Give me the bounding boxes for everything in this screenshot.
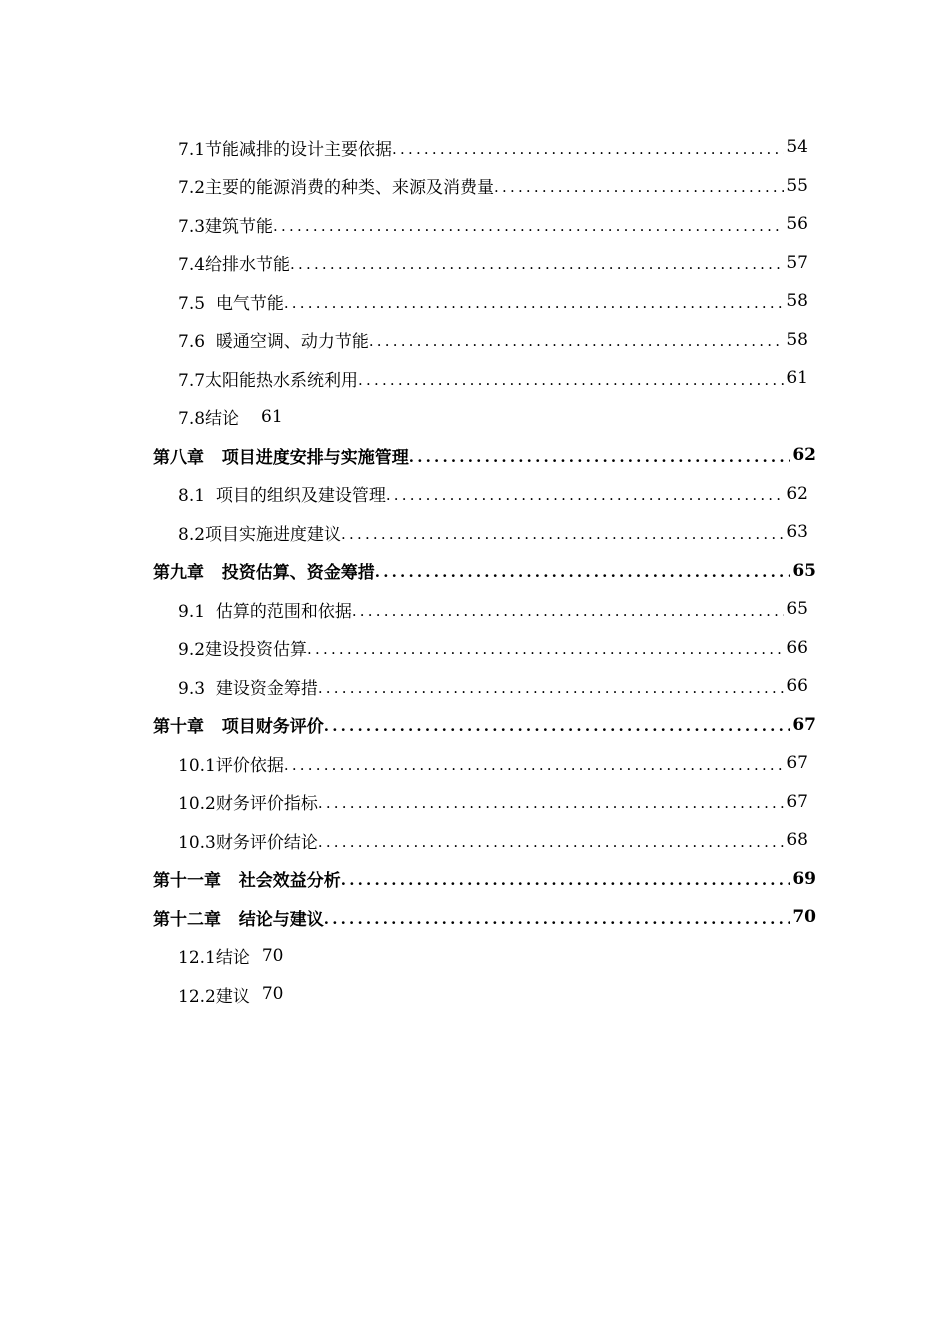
toc-entry-12-1[interactable] bbox=[0, 937, 808, 976]
toc-entry-10-1[interactable] bbox=[0, 744, 808, 783]
toc-page-number: 66 bbox=[786, 637, 808, 658]
toc-page-number: 65 bbox=[786, 599, 808, 620]
toc-page-number: 57 bbox=[786, 252, 808, 273]
toc-page-number: 61 bbox=[786, 368, 808, 389]
toc-entry-7-5[interactable] bbox=[0, 282, 808, 321]
toc-chapter-title: 第九章 投资估算、资金筹措 bbox=[153, 563, 375, 584]
toc-entry-title: 8.1 项目的组织及建设管理 bbox=[178, 486, 386, 507]
toc-dot-leader bbox=[341, 527, 784, 542]
toc-page-number: 67 bbox=[786, 791, 808, 812]
toc-entry-7-8[interactable] bbox=[0, 398, 808, 437]
toc-dot-leader bbox=[352, 604, 785, 619]
toc-entry-title: 7.8结论 bbox=[178, 409, 240, 430]
toc-entry-title: 12.2建议 bbox=[178, 986, 250, 1007]
toc-chapter-10[interactable] bbox=[0, 706, 816, 745]
toc-entry-title: 9.1 估算的范围和依据 bbox=[178, 601, 352, 622]
toc-dot-leader bbox=[494, 180, 784, 195]
toc-entry-title: 9.2建设投资估算 bbox=[178, 640, 308, 661]
toc-page-number: 68 bbox=[786, 830, 808, 851]
toc-chapter-12[interactable] bbox=[0, 898, 816, 937]
toc-entry-9-3[interactable] bbox=[0, 667, 808, 706]
toc-dot-leader bbox=[324, 912, 791, 927]
toc-dot-leader bbox=[318, 835, 785, 850]
toc-entry-title: 7.5 电气节能 bbox=[178, 293, 284, 314]
toc-chapter-title: 第十二章 结论与建议 bbox=[153, 909, 324, 930]
toc-entry-7-4[interactable] bbox=[0, 244, 808, 283]
toc-page-number: 62 bbox=[792, 445, 816, 466]
toc-page-number: 70 bbox=[261, 945, 284, 966]
toc-entry-10-3[interactable] bbox=[0, 821, 808, 860]
toc-page-number: 70 bbox=[261, 984, 284, 1005]
toc-dot-leader bbox=[375, 565, 791, 580]
toc-entry-7-7[interactable] bbox=[0, 359, 808, 398]
toc-dot-leader bbox=[273, 219, 784, 234]
toc-entry-8-1[interactable] bbox=[0, 475, 808, 514]
toc-page-number: 54 bbox=[786, 137, 808, 158]
table-of-contents bbox=[0, 128, 950, 1014]
toc-dot-leader bbox=[324, 719, 791, 734]
toc-page-number: 58 bbox=[786, 291, 808, 312]
toc-page-number: 55 bbox=[786, 175, 808, 196]
toc-entry-title: 10.2财务评价指标 bbox=[178, 794, 318, 815]
toc-page-number: 65 bbox=[792, 560, 816, 581]
toc-entry-7-3[interactable] bbox=[0, 205, 808, 244]
toc-entry-7-6[interactable] bbox=[0, 321, 808, 360]
toc-page-number: 56 bbox=[786, 214, 808, 235]
toc-dot-leader bbox=[318, 796, 785, 811]
toc-entry-title: 7.6 暖通空调、动力节能 bbox=[178, 332, 369, 353]
toc-entry-title: 12.1结论 bbox=[178, 948, 250, 969]
toc-dot-leader bbox=[341, 873, 791, 888]
toc-dot-leader bbox=[386, 488, 785, 503]
toc-entry-title: 10.3财务评价结论 bbox=[178, 832, 318, 853]
toc-dot-leader bbox=[307, 642, 784, 657]
toc-entry-title: 7.7太阳能热水系统利用 bbox=[178, 370, 359, 391]
toc-dot-leader bbox=[284, 296, 785, 311]
toc-entry-title: 7.2主要的能源消费的种类、来源及消费量 bbox=[178, 178, 495, 199]
toc-entry-7-1[interactable] bbox=[0, 128, 808, 167]
toc-entry-9-2[interactable] bbox=[0, 629, 808, 668]
toc-page-number: 66 bbox=[786, 676, 808, 697]
toc-entry-title: 9.3 建设资金筹措 bbox=[178, 678, 318, 699]
toc-entry-7-2[interactable] bbox=[0, 167, 808, 206]
toc-entry-title: 7.1节能减排的设计主要依据 bbox=[178, 139, 393, 160]
toc-dot-leader bbox=[358, 373, 784, 388]
toc-dot-leader bbox=[290, 257, 784, 272]
toc-chapter-title: 第八章 项目进度安排与实施管理 bbox=[153, 447, 409, 468]
toc-entry-10-2[interactable] bbox=[0, 783, 808, 822]
toc-page-number: 67 bbox=[792, 714, 816, 735]
toc-chapter-11[interactable] bbox=[0, 860, 816, 899]
toc-entry-8-2[interactable] bbox=[0, 513, 808, 552]
toc-page-number: 61 bbox=[261, 406, 283, 427]
toc-dot-leader bbox=[409, 450, 791, 465]
toc-chapter-title: 第十一章 社会效益分析 bbox=[153, 871, 341, 892]
toc-dot-leader bbox=[392, 142, 784, 157]
toc-entry-9-1[interactable] bbox=[0, 590, 808, 629]
toc-chapter-8[interactable] bbox=[0, 436, 816, 475]
toc-page-number: 69 bbox=[792, 868, 816, 889]
toc-entry-title: 7.4给排水节能 bbox=[178, 255, 291, 276]
toc-page-number: 58 bbox=[786, 329, 808, 350]
toc-entry-title: 10.1评价依据 bbox=[178, 755, 284, 776]
toc-page-number: 70 bbox=[792, 907, 816, 928]
toc-page-number: 67 bbox=[786, 753, 808, 774]
toc-entry-12-2[interactable] bbox=[0, 975, 808, 1014]
toc-page-number: 62 bbox=[786, 483, 808, 504]
toc-dot-leader bbox=[369, 334, 785, 349]
toc-dot-leader bbox=[318, 681, 785, 696]
toc-chapter-title: 第十章 项目财务评价 bbox=[153, 717, 324, 738]
toc-entry-title: 7.3建筑节能 bbox=[178, 216, 274, 237]
toc-dot-leader bbox=[284, 758, 785, 773]
toc-entry-title: 8.2项目实施进度建议 bbox=[178, 524, 342, 545]
toc-page-number: 63 bbox=[786, 522, 808, 543]
toc-chapter-9[interactable] bbox=[0, 552, 816, 591]
